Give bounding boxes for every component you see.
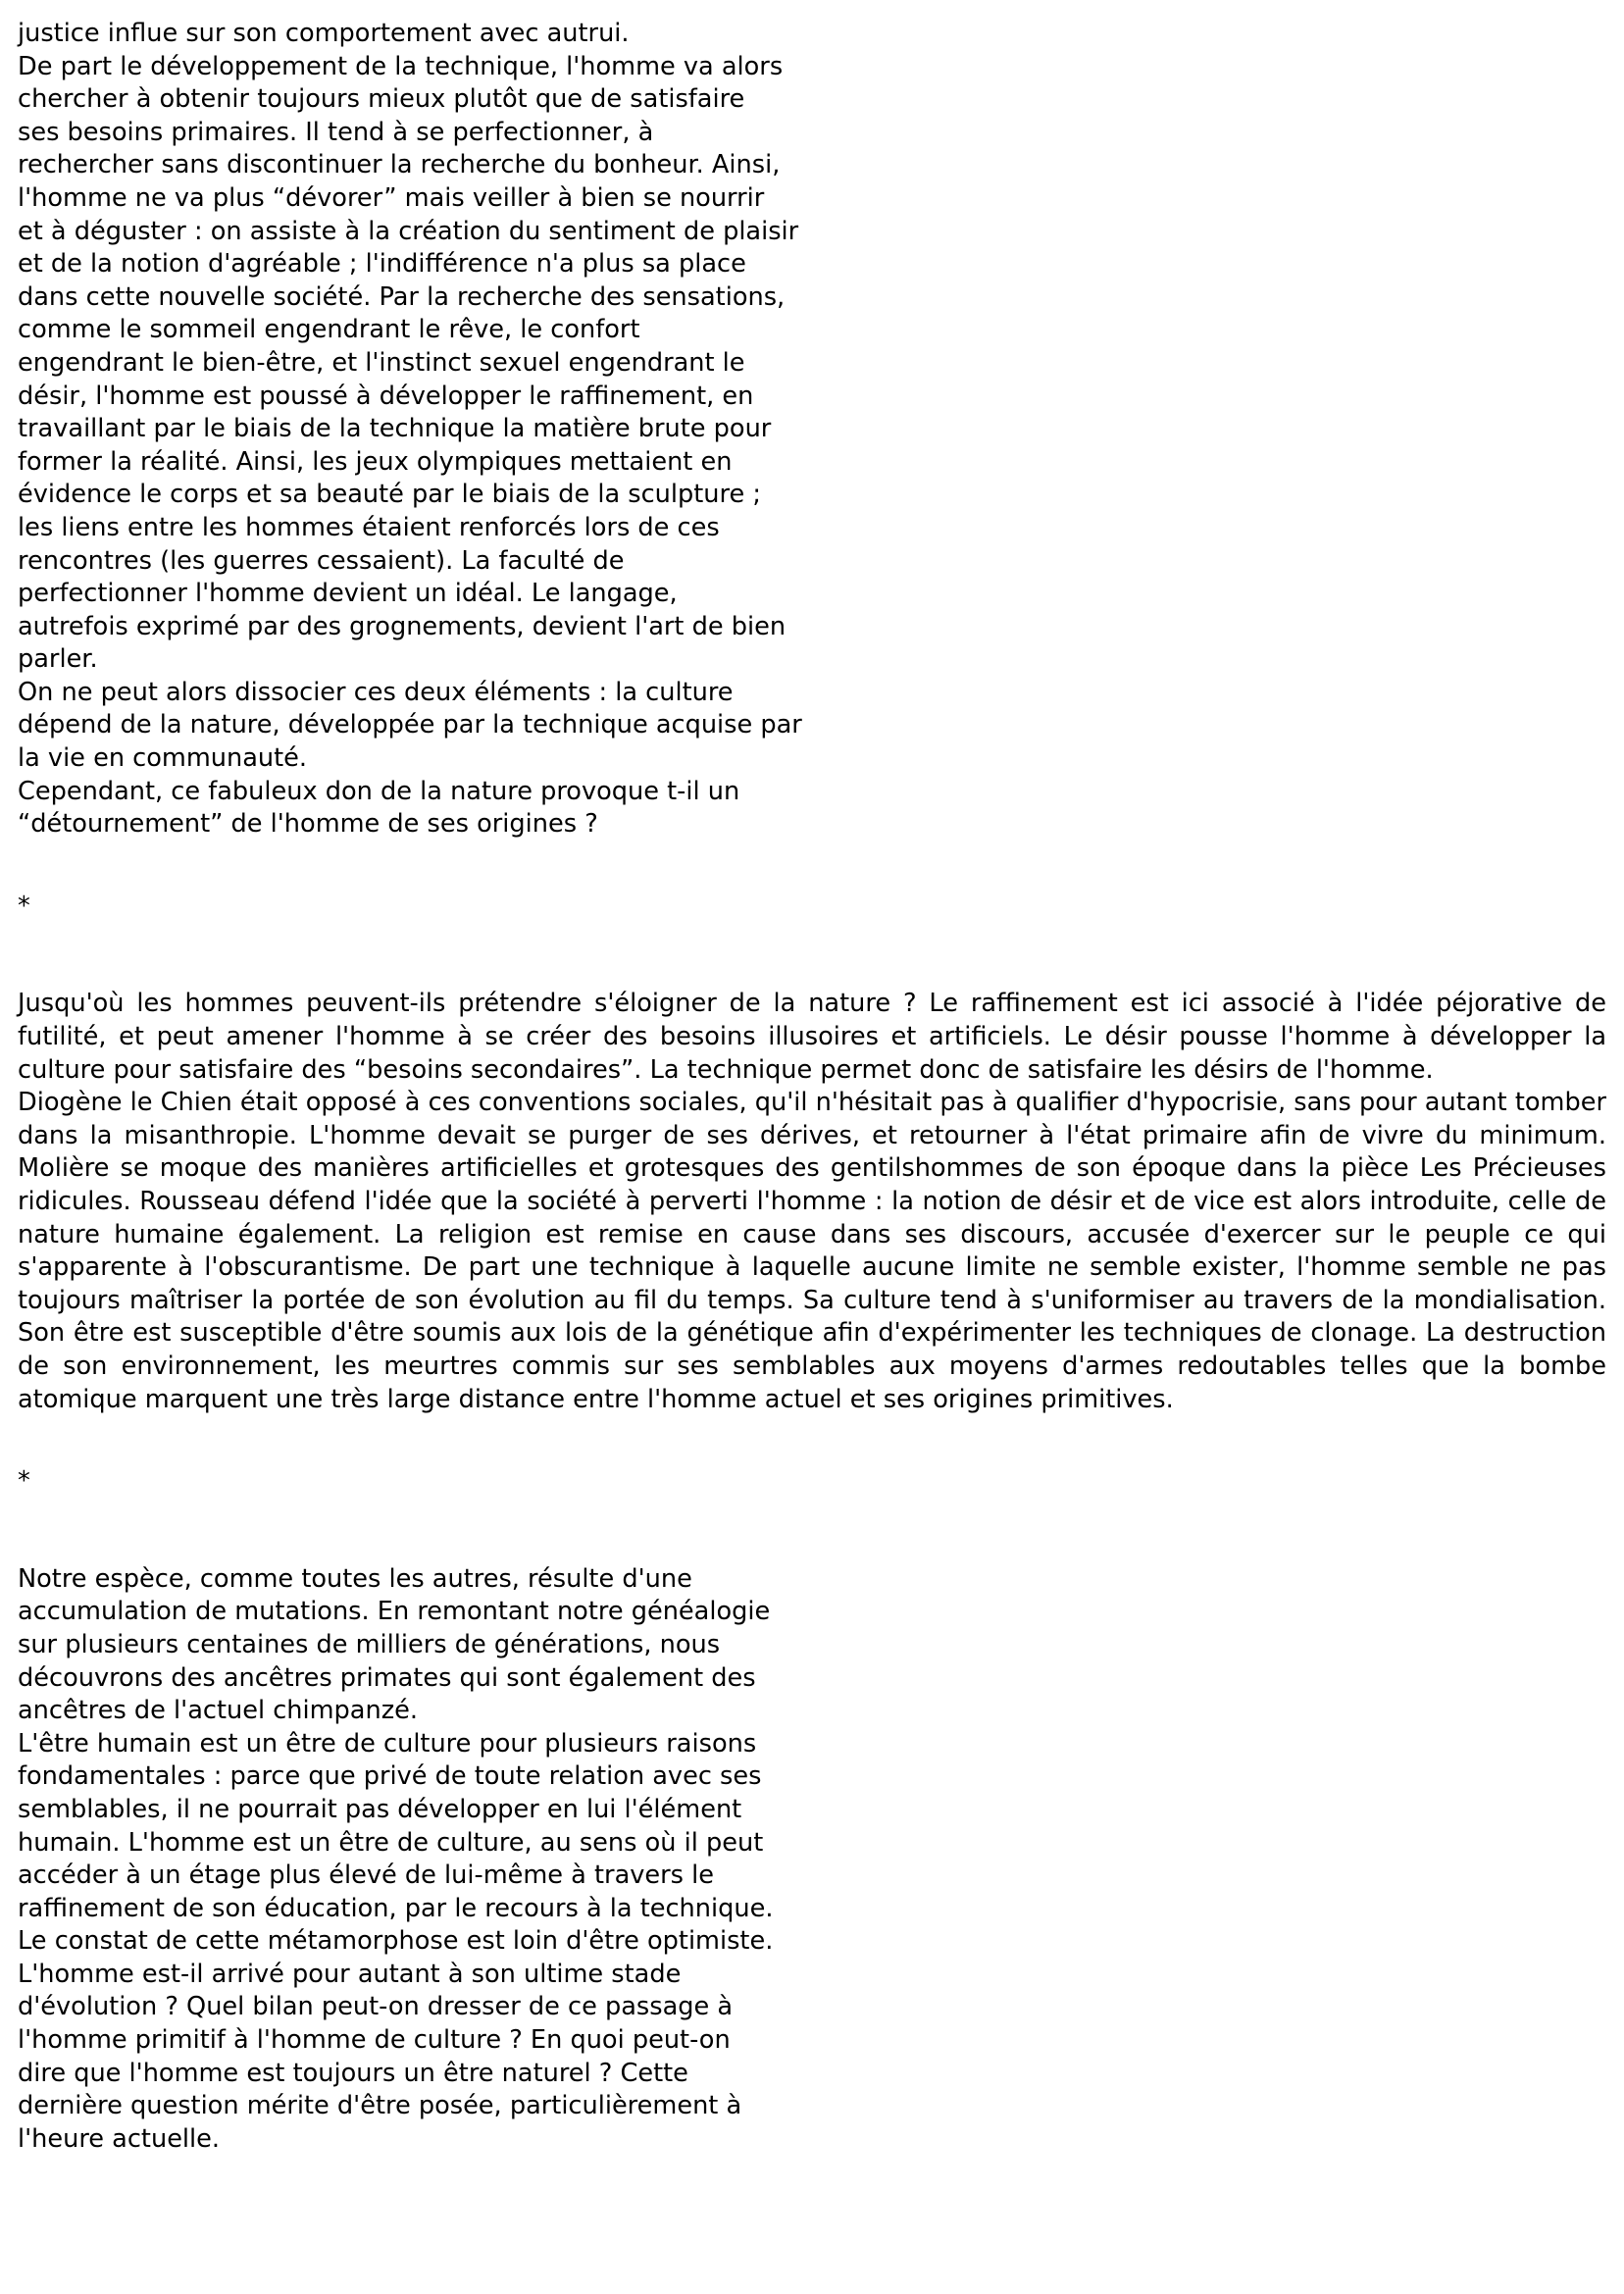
section-2-paragraph: Diogène le Chien était opposé à ces conventions sociales, qu'il n'hésitait pas à qualifier d'hypocrisie, sans pour autant tomber dans la misanthropie. L'homme devait se purger de ses dérives, et retourner à l'état primaire afin de vivre du minimum. Molière se moque des manières artificielles et grotesques des gentilshommes de son époque dans la pièce Les Précieuses ridicules. Rousseau défend l'idée que la société à perverti l'homme : la notion de désir et de vice est alors introduite, celle de nature humaine également. La religion est remise en cause dans ses discours, accusée d'exercer sur le peuple ce qui s'apparente à l'obscurantisme. De part une technique à laquelle aucune limite ne semble exister, l'homme semble ne pas toujours maîtriser la portée de son évolution au fil du temps. Sa culture tend à s'uniformiser au travers de la mondialisation. Son être est susceptible d'être soumis aux lois de la génétique afin d'expérimenter les techniques de clonage. La destruction de son environnement, les meurtres commis sur ses semblables aux moyens d'armes redoutables telles que la bombe atomique marquent une très large distance entre l'homme actuel et ses origines primitives. <box>18 1088 1606 1414</box>
text-line: Notre espèce, comme toutes les autres, résulte d'une <box>18 1563 692 1594</box>
text-line: dépend de la nature, développée par la technique acquise par <box>18 710 802 740</box>
text-line: l'heure actuelle. <box>18 2123 221 2154</box>
text-line: accéder à un étage plus élevé de lui-même à travers le <box>18 1861 714 1891</box>
text-line: ancêtres de l'actuel chimpanzé. <box>18 1696 419 1726</box>
text-line: chercher à obtenir toujours mieux plutôt que de satisfaire <box>18 84 745 115</box>
text-line: De part le développement de la technique, l'homme va alors <box>18 51 784 81</box>
text-line: semblables, il ne pourrait pas développer en lui l'élément <box>18 1794 742 1824</box>
text-line: raffinement de son éducation, par le recours à la technique. <box>18 1893 774 1923</box>
text-line: l'homme ne va plus “dévorer” mais veiller à bien se nourrir <box>18 182 765 213</box>
text-line: autrefois exprimé par des grognements, devient l'art de bien <box>18 611 787 641</box>
text-line: d'évolution ? Quel bilan peut-on dresser de ce passage à <box>18 1992 734 2022</box>
text-line: former la réalité. Ainsi, les jeux olympiques mettaient en <box>18 446 733 477</box>
text-line: et de la notion d'agréable ; l'indifférence n'a plus sa place <box>18 249 746 280</box>
text-line: dire que l'homme est toujours un être naturel ? Cette <box>18 2058 688 2088</box>
text-line: On ne peut alors dissocier ces deux éléments : la culture <box>18 677 734 707</box>
text-line: dans cette nouvelle société. Par la recherche des sensations, <box>18 281 786 312</box>
section-3-text <box>18 1563 881 2157</box>
text-line: la vie en communauté. <box>18 743 308 774</box>
text-line: accumulation de mutations. En remontant notre généalogie <box>18 1597 771 1627</box>
section-2 <box>18 988 1606 1416</box>
text-line: L'être humain est un être de culture pour plusieurs raisons <box>18 1728 757 1759</box>
text-line: désir, l'homme est poussé à développer le raffinement, en <box>18 381 754 411</box>
text-line: justice influe sur son comportement avec autrui. <box>18 19 630 48</box>
text-line: comme le sommeil engendrant le rêve, le confort <box>18 315 640 345</box>
text-line: sur plusieurs centaines de milliers de générations, nous <box>18 1629 721 1659</box>
text-line: perfectionner l'homme devient un idéal. Le langage, <box>18 579 678 609</box>
text-line: les liens entre les hommes étaient renforcés lors de ces <box>18 512 720 542</box>
section-1 <box>18 18 881 841</box>
text-line: “détournement” de l'homme de ses origines ? <box>18 809 598 840</box>
text-line: Cependant, ce fabuleux don de la nature provoque t-il un <box>18 776 740 806</box>
text-line: rencontres (les guerres cessaient). La faculté de <box>18 545 625 576</box>
text-line: découvrons des ancêtres primates qui sont également des <box>18 1662 756 1693</box>
text-line: rechercher sans discontinuer la recherche du bonheur. Ainsi, <box>18 150 781 180</box>
text-line: engendrant le bien-être, et l'instinct sexuel engendrant le <box>18 347 745 378</box>
section-1-text <box>18 18 881 841</box>
text-line: et à déguster : on assiste à la création du sentiment de plaisir <box>18 216 799 246</box>
text-line: fondamentales : parce que privé de toute relation avec ses <box>18 1761 762 1792</box>
section-2-paragraph: Jusqu'où les hommes peuvent-ils prétendre s'éloigner de la nature ? Le raffinement est ici associé à l'idée péjorative de futilité, et peut amener l'homme à se créer des besoins illusoires et artificiels. Le désir pousse l'homme à développer la culture pour satisfaire des “besoins secondaires”. La technique permet donc de satisfaire les désirs de l'homme. <box>18 989 1606 1085</box>
section-3 <box>18 1563 881 2157</box>
text-line: évidence le corps et sa beauté par le biais de la sculpture ; <box>18 480 761 510</box>
text-line: travaillant par le biais de la technique la matière brute pour <box>18 414 772 444</box>
text-line: L'homme est-il arrivé pour autant à son ultime stade <box>18 1959 682 1989</box>
text-line: Le constat de cette métamorphose est loin d'être optimiste. <box>18 1926 774 1957</box>
text-line: humain. L'homme est un être de culture, au sens où il peut <box>18 1827 764 1858</box>
text-line: parler. <box>18 644 98 675</box>
text-line: dernière question mérite d'être posée, particulièrement à <box>18 2091 742 2121</box>
text-line: l'homme primitif à l'homme de culture ? En quoi peut-on <box>18 2025 731 2056</box>
section-separator: * <box>18 1466 30 1497</box>
document-page <box>18 18 1606 2156</box>
section-separator: * <box>18 891 30 921</box>
text-line: ses besoins primaires. Il tend à se perfectionner, à <box>18 117 654 147</box>
